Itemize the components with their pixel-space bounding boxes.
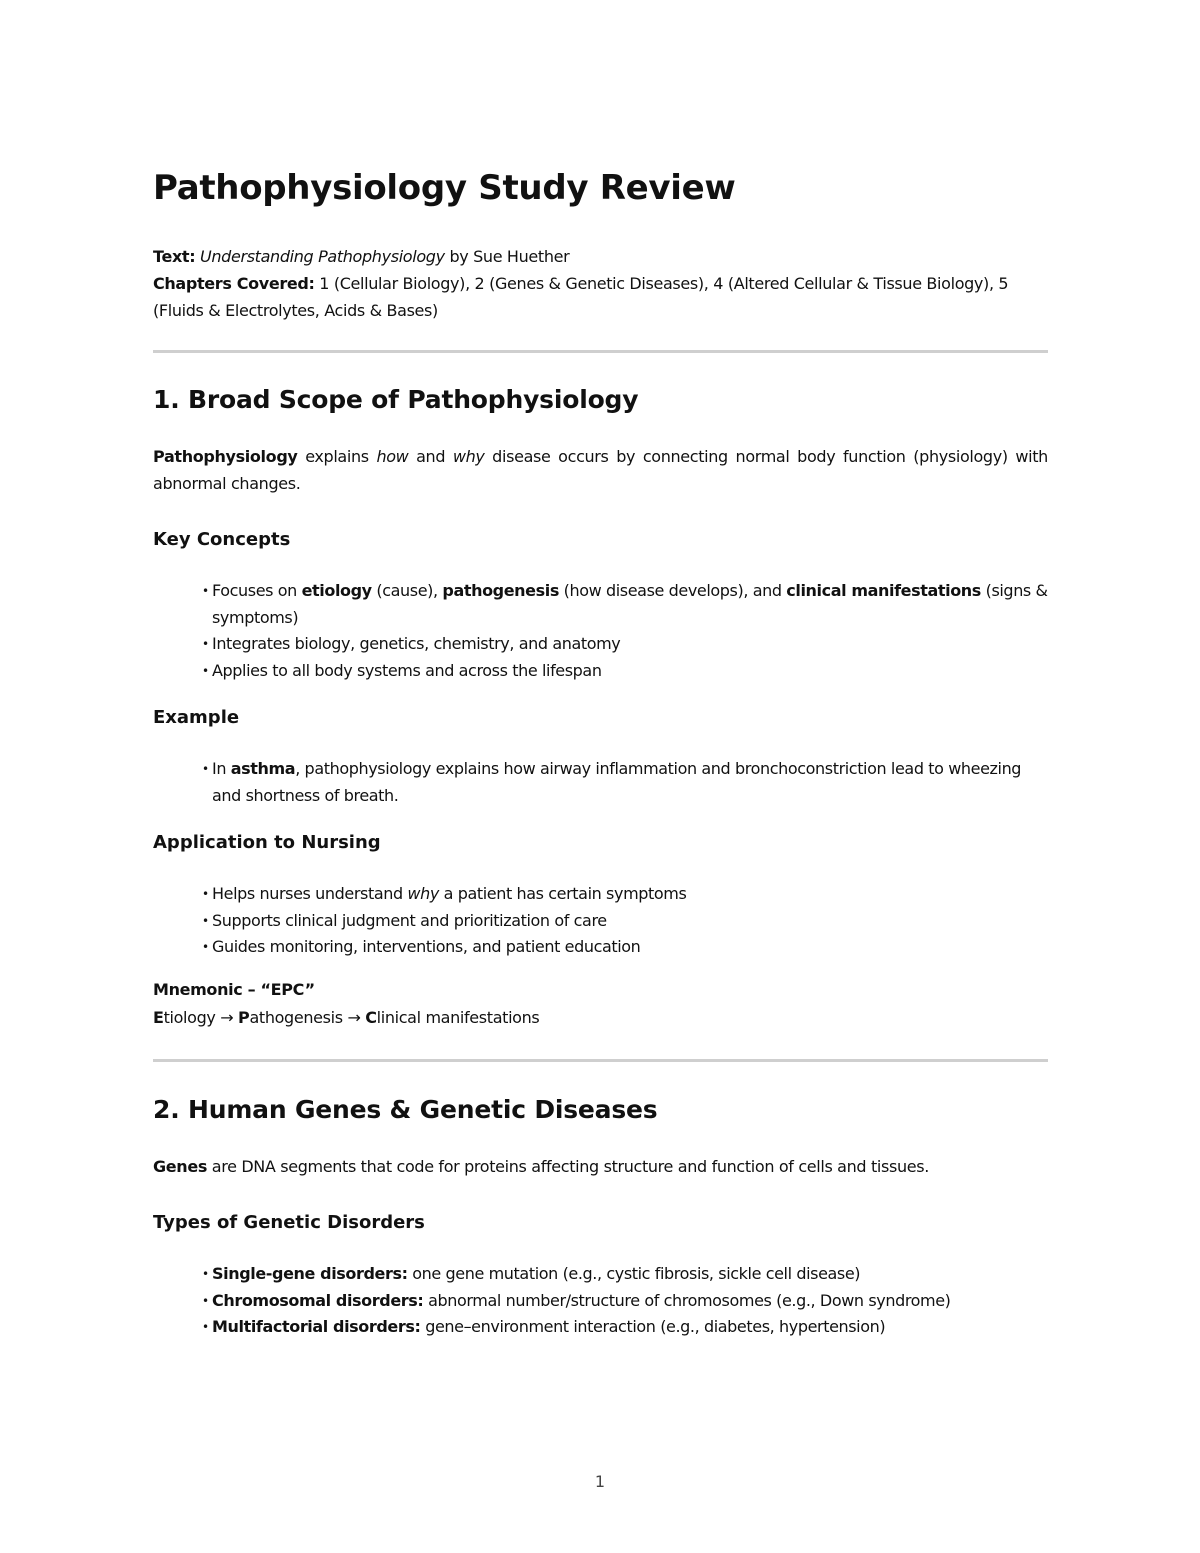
text-fragment: gene–environment interaction (e.g., diabetes, hypertension) xyxy=(420,1317,886,1336)
list-item xyxy=(202,1261,1048,1288)
text-fragment: athogenesis xyxy=(249,1008,343,1027)
letter-p: P xyxy=(238,1008,250,1027)
key-concepts-list xyxy=(202,578,1048,684)
list-item: • Applies to all body systems and across the lifespan xyxy=(202,658,1048,685)
section-divider xyxy=(153,1059,1048,1062)
text-fragment: abnormal number/structure of chromosomes (e.g., Down syndrome) xyxy=(423,1290,951,1310)
term-etiology: etiology xyxy=(301,581,372,600)
text-fragment: Focuses on xyxy=(212,581,302,600)
list-item xyxy=(202,578,1048,631)
text-fragment: and xyxy=(408,447,453,466)
list-item xyxy=(202,1314,1048,1341)
text-fragment: are DNA segments that code for proteins affecting structure and function of cells and tissues. xyxy=(207,1157,929,1176)
section-heading-broad-scope: 1. Broad Scope of Pathophysiology xyxy=(153,385,639,414)
term-genes: Genes xyxy=(153,1157,208,1176)
emphasis-how: how xyxy=(376,447,409,466)
text-reference xyxy=(153,243,1048,270)
list-item: • Guides monitoring, interventions, and patient education xyxy=(202,934,1048,961)
text-fragment: (signs & symptoms) xyxy=(212,581,1048,627)
chapters-label: Chapters Covered: xyxy=(153,274,315,293)
nursing-list xyxy=(202,881,1048,961)
document-meta xyxy=(153,243,1048,324)
subheading-types-genetic-disorders: Types of Genetic Disorders xyxy=(153,1212,425,1233)
chapters-covered xyxy=(153,270,1048,324)
genetic-disorders-list xyxy=(202,1261,1048,1341)
term-clinical-manifestations: clinical manifestations xyxy=(786,581,981,600)
list-item xyxy=(202,756,1048,809)
mnemonic-title: Mnemonic – “EPC” xyxy=(153,980,315,999)
section-heading-genes: 2. Human Genes & Genetic Diseases xyxy=(153,1095,658,1124)
text-fragment: linical manifestations xyxy=(376,1008,540,1027)
subheading-key-concepts: Key Concepts xyxy=(153,529,291,550)
subheading-application-nursing: Application to Nursing xyxy=(153,832,381,853)
section1-intro xyxy=(153,443,1048,497)
text-label: Text: xyxy=(153,247,196,266)
list-item xyxy=(202,881,1048,908)
chapters-value: 1 (Cellular Biology), 2 (Genes & Genetic Diseases), 4 (Altered Cellular & Tissue Biology), 5 (Fluids & Electrolytes, Acids & Bases) xyxy=(153,274,1009,320)
label-single-gene: Single-gene disorders: xyxy=(212,1264,408,1283)
emphasis-why: why xyxy=(407,884,439,903)
emphasis-why: why xyxy=(452,447,485,466)
mnemonic-label xyxy=(153,976,539,1004)
text-fragment: Helps nurses understand xyxy=(212,884,408,903)
list-item xyxy=(202,1288,1048,1315)
text-fragment: one gene mutation (e.g., cystic fibrosis, sickle cell disease) xyxy=(407,1264,861,1283)
label-chromosomal: Chromosomal disorders: xyxy=(212,1290,424,1310)
page-number: 1 xyxy=(594,1472,606,1491)
text-fragment: In xyxy=(212,759,231,778)
text-fragment: (cause), xyxy=(371,581,443,600)
arrow-icon: → xyxy=(215,1008,239,1027)
arrow-icon: → xyxy=(342,1008,366,1027)
label-multifactorial: Multifactorial disorders: xyxy=(212,1317,421,1336)
text-fragment: a patient has certain symptoms xyxy=(438,884,687,903)
text-fragment: , pathophysiology explains how airway inflammation and bronchoconstriction lead to wheezing and shortness of breath. xyxy=(212,759,1022,805)
text-fragment: explains xyxy=(297,447,377,466)
letter-e: E xyxy=(153,1008,164,1027)
mnemonic-block xyxy=(153,976,539,1032)
mnemonic-expansion xyxy=(153,1004,539,1032)
term-asthma: asthma xyxy=(230,759,296,778)
page-title: Pathophysiology Study Review xyxy=(153,168,736,208)
text-fragment: tiology xyxy=(163,1008,216,1027)
book-title: Understanding Pathophysiology xyxy=(200,247,445,266)
list-item: • Integrates biology, genetics, chemistry, and anatomy xyxy=(202,631,1048,658)
term-pathogenesis: pathogenesis xyxy=(442,581,559,600)
list-item: • Supports clinical judgment and prioritization of care xyxy=(202,908,1048,935)
subheading-example: Example xyxy=(153,707,240,728)
text-fragment: (how disease develops), and xyxy=(558,581,787,600)
letter-c: C xyxy=(365,1008,377,1027)
book-author: by Sue Huether xyxy=(449,247,570,266)
section-divider xyxy=(153,350,1048,353)
section2-intro xyxy=(153,1153,1048,1180)
term-pathophysiology: Pathophysiology xyxy=(153,447,298,466)
example-list xyxy=(202,756,1048,809)
text-fragment: disease occurs by connecting normal body function (physiology) with abnormal changes. xyxy=(153,447,1048,493)
